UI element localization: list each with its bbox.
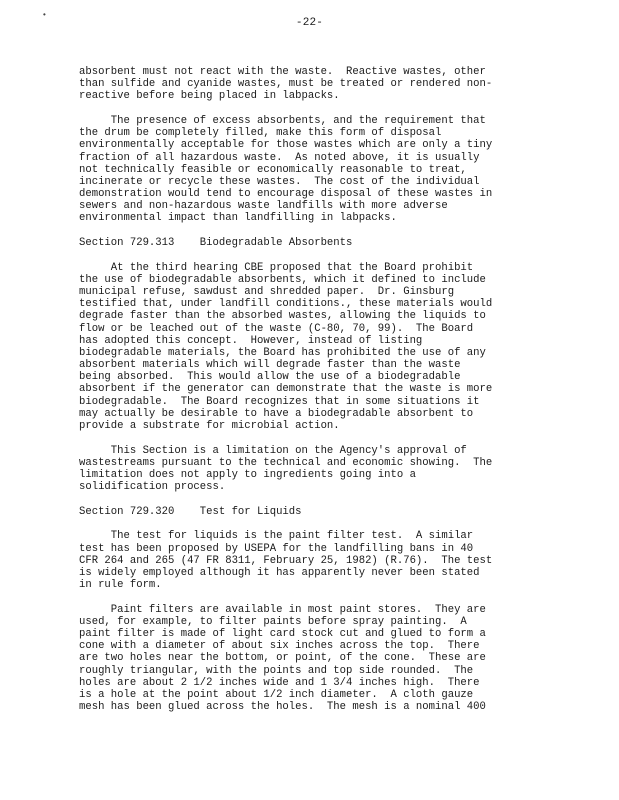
text-line: not technically feasible or economically reasonable to treat, xyxy=(79,163,467,176)
text-line: incinerate or recycle these wastes. The cost of the individual xyxy=(79,175,480,188)
text-line: are two holes near the bottom, or point, of the cone. These are xyxy=(79,652,486,665)
text-line: provide a substrate for microbial action. xyxy=(79,420,340,433)
text-line: The presence of excess absorbents, and the requirement that xyxy=(79,114,486,127)
heading-text: Section 729.320 Test for Liquids xyxy=(79,505,302,518)
section-heading xyxy=(79,506,557,518)
heading-text: Section 729.313 Biodegradable Absorbents xyxy=(79,237,353,250)
paragraph-gap xyxy=(79,225,557,237)
paragraph-gap xyxy=(79,493,557,505)
text-line: Paint filters are available in most paint stores. They are xyxy=(79,603,486,616)
paragraph-gap xyxy=(79,518,557,530)
text-line: absorbent must not react with the waste. Reactive wastes, other xyxy=(79,66,486,78)
paragraph xyxy=(79,115,557,225)
text-line: may actually be desirable to have a biodegradable absorbent to xyxy=(79,407,474,420)
section-heading xyxy=(79,237,557,249)
text-line: paint filter is made of light card stock cut and glued to form a xyxy=(79,628,486,641)
text-line: flow or be leached out of the waste (C-80, 70, 99). The Board xyxy=(79,322,474,335)
text-line: municipal refuse, sawdust and shredded paper. Dr. Ginsburg xyxy=(79,285,455,298)
text-line: the use of biodegradable absorbents, which it defined to include xyxy=(79,273,486,286)
text-line: This Section is a limitation on the Agency's approval of xyxy=(79,444,467,457)
text-line: is a hole at the point about 1/2 inch diameter. A cloth gauze xyxy=(79,688,474,701)
text-line: has adopted this concept. However, instead of listing xyxy=(79,334,423,347)
scan-mark: • xyxy=(42,11,47,20)
text-line: biodegradable. The Board recognizes that in some situations it xyxy=(79,395,480,408)
text-line: holes are about 2 1/2 inches wide and 1 3/4 inches high. There xyxy=(79,676,480,689)
paragraph xyxy=(79,262,557,433)
paragraph xyxy=(79,66,557,103)
paragraph xyxy=(79,530,557,591)
text-line: being absorbed. This would allow the use of a biodegradable xyxy=(79,371,461,384)
text-line: roughly triangular, with the points and top side rounded. The xyxy=(79,664,474,677)
text-line: mesh has been glued across the holes. The mesh is a nominal 400 xyxy=(79,701,486,714)
text-line: degrade faster than the absorbed wastes, allowing the liquids to xyxy=(79,310,486,323)
text-line: cone with a diameter of about six inches across the top. There xyxy=(79,640,480,653)
paragraph-gap xyxy=(79,591,557,603)
paragraph xyxy=(79,445,557,494)
text-line: used, for example, to filter paints before spray painting. A xyxy=(79,615,467,628)
paragraph-gap xyxy=(79,249,557,261)
text-line: sewers and non-hazardous waste landfills with more adverse xyxy=(79,200,448,213)
text-line: solidification process. xyxy=(79,481,226,494)
text-line: testified that, under landfill conditions., these materials would xyxy=(79,298,493,311)
page-number: -22- xyxy=(295,17,324,29)
text-line: absorbent if the generator can demonstrate that the waste is more xyxy=(79,383,493,396)
paragraph-gap xyxy=(79,432,557,444)
text-line: biodegradable materials, the Board has prohibited the use of any xyxy=(79,346,486,359)
text-line: than sulfide and cyanide wastes, must be treated or rendered non- xyxy=(79,78,493,91)
paragraph-gap xyxy=(79,103,557,115)
text-line: fraction of all hazardous waste. As noted above, it is usually xyxy=(79,151,480,164)
text-line: test has been proposed by USEPA for the landfilling bans in 40 xyxy=(79,542,474,555)
text-line: demonstration would tend to encourage disposal of these wastes in xyxy=(79,188,493,201)
text-line: environmentally acceptable for those wastes which are only a tiny xyxy=(79,139,493,152)
text-line: CFR 264 and 265 (47 FR 8311, February 25, 1982) (R.76). The test xyxy=(79,554,493,567)
text-line: the drum be completely filled, make this form of disposal xyxy=(79,127,442,140)
text-line: is widely employed although it has apparently never been stated xyxy=(79,566,480,579)
text-line: limitation does not apply to ingredients going into a xyxy=(79,469,416,481)
text-line: in rule form. xyxy=(79,579,162,592)
text-line: reactive before being placed in labpacks. xyxy=(79,90,340,103)
text-line: environmental impact than landfilling in labpacks. xyxy=(79,212,397,225)
body-text xyxy=(79,66,557,713)
paragraph xyxy=(79,604,557,714)
text-line: The test for liquids is the paint filter test. A similar xyxy=(79,530,474,543)
text-line: absorbent materials which will degrade faster than the waste xyxy=(79,359,461,372)
text-line: wastestreams pursuant to the technical and economic showing. The xyxy=(79,456,493,469)
text-line: At the third hearing CBE proposed that the Board prohibit xyxy=(79,261,474,274)
